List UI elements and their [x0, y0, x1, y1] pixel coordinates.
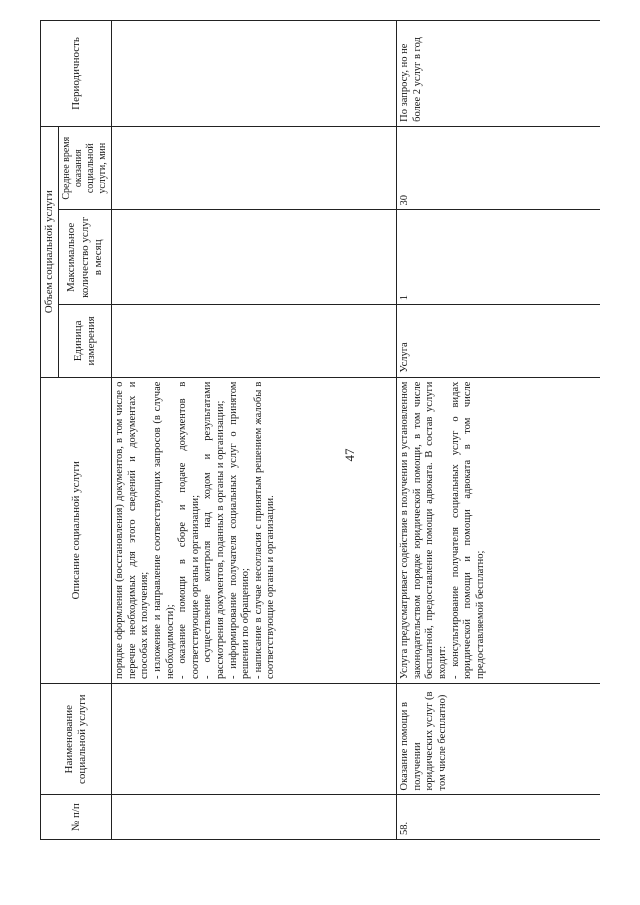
- cell-avg-time: 30: [397, 126, 600, 210]
- social-services-table: [40, 20, 600, 840]
- header-periodicity: Периодичность: [41, 21, 112, 127]
- header-name: Наименование социальной услуги: [41, 684, 112, 795]
- header-description: Описание социальной услуги: [41, 377, 112, 683]
- cell-description: [397, 377, 600, 683]
- description-line: - написание в случае несогласия с принятым решением жалобы в соответствующие органы и организации.: [252, 381, 277, 680]
- cell-unit: Услуга: [397, 305, 600, 377]
- header-volume-group: Объем социальной услуги: [41, 126, 59, 377]
- table-row-continued: [112, 21, 397, 840]
- description-line: - осуществление контроля над ходом и результатами рассмотрения документов, поданных в органы и организации;: [202, 381, 226, 680]
- header-max-qty: Максимальное количество услуг в месяц: [59, 210, 112, 305]
- description-line: Услуга предусматривает содействие в получении в установленном законодательством порядке юридической помощи, в том числе бесплатной, предоставление помощи адвоката. В состав услуги входит:: [399, 381, 448, 680]
- cell-service-name: Оказание помощи в получении юридических услуг (в том числе бесплатно): [397, 684, 600, 795]
- header-unit: Единица измерения: [59, 305, 112, 377]
- table-row-58: [397, 21, 600, 840]
- cell-num: 58.: [397, 795, 600, 840]
- cell-max-qty-empty: [112, 210, 397, 305]
- cell-description-continued: [112, 377, 397, 683]
- page-number-text: 47: [342, 448, 357, 462]
- cell-unit-empty: [112, 305, 397, 377]
- description-line: порядке оформления (восстановления) документов, в том числе о перечне необходимых для этого сведений и документах и способах их получения;: [114, 381, 151, 680]
- header-row-1: [41, 21, 59, 840]
- header-avg-time: Среднее время оказания социальной услуги, мин: [59, 126, 112, 210]
- cell-periodicity: По запросу, но не более 2 услуг в год: [397, 21, 600, 127]
- description-line: - консультирование получателя социальных услуг о видах юридической помощи и помощи адвоката в том числе предоставляемой бесплатно;: [449, 381, 486, 680]
- description-line: - информирование получателя социальных услуг о принятом решении по обращению;: [227, 381, 252, 680]
- rotated-table-frame: [40, 20, 600, 840]
- cell-max-qty: 1: [397, 210, 600, 305]
- cell-periodicity-empty: [112, 21, 397, 127]
- cell-avg-time-empty: [112, 126, 397, 210]
- description-line: - изложение и направление соответствующих запросов (в случае необходимости);: [151, 381, 176, 680]
- description-line: - оказание помощи в сборе и подаче документов в соответствующие органы и организации;: [177, 381, 201, 680]
- cell-name-empty: [112, 684, 397, 795]
- cell-num-empty: [112, 795, 397, 840]
- header-num: № п/п: [41, 795, 112, 840]
- services-table-container: [40, 20, 600, 840]
